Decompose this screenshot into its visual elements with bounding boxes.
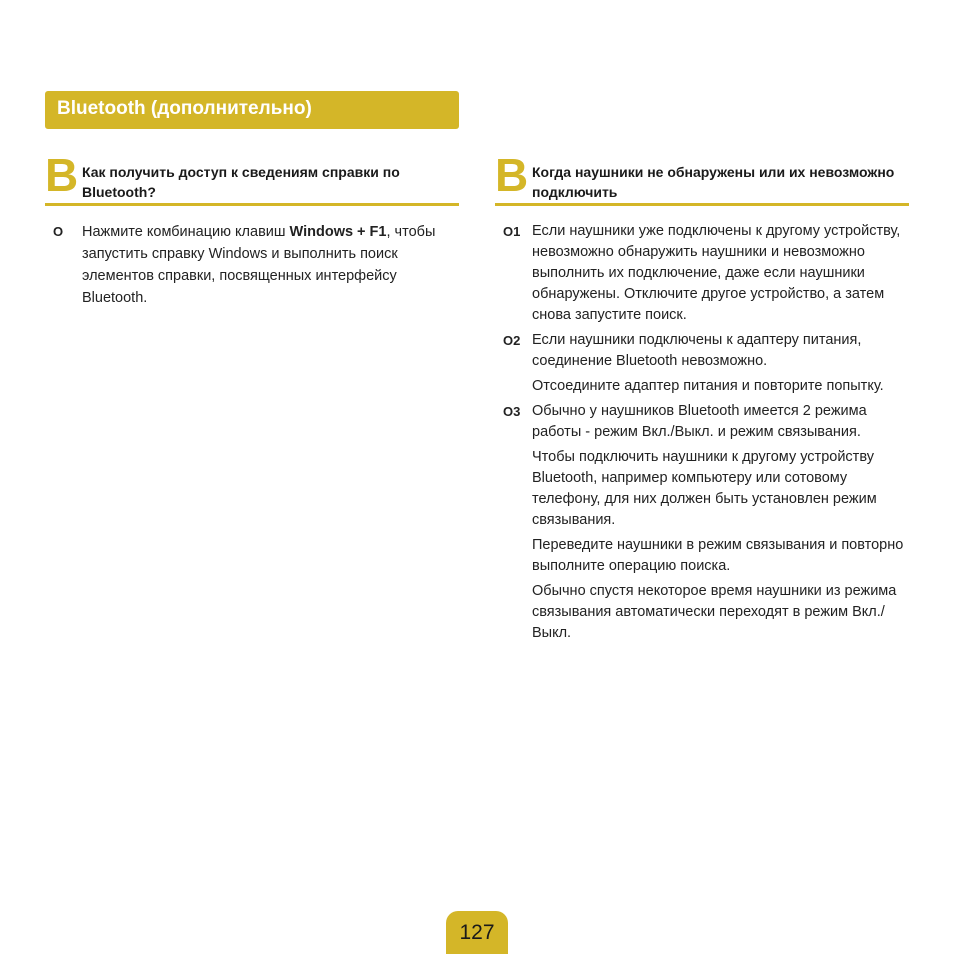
answer [45,221,459,309]
question-text: Как получить доступ к сведениям справки по Bluetooth? [82,164,400,200]
answer-label: O3 [503,404,521,419]
section-title: Bluetooth (дополнительно) [45,91,459,129]
answer-label: O1 [503,224,521,239]
answer-text-part: , чтобы запустить справку Windows и выполнить поиск элементов справки, посвященных интерфейсу Bluetooth. [82,224,436,306]
faq-right [495,149,909,648]
faq-left [45,149,459,313]
b-badge-icon: B [45,149,79,201]
answer-item [495,401,909,644]
answer-paragraph: Переведите наушники в режим связывания и повторно выполните операцию поиска. [532,537,904,574]
answer-paragraph: Обычно у наушников Bluetooth имеется 2 режима работы - режим Вкл./Выкл. и режим связывания. [532,403,867,440]
question-text: Когда наушники не обнаружены или их невозможно подключить [532,164,895,200]
answer-paragraph: Отсоедините адаптер питания и повторите попытку. [532,378,884,394]
answer-paragraph: Чтобы подключить наушники к другому устройству Bluetooth, например компьютеру или сотовому телефону, для них должен быть установлен режим связывания. [532,449,877,528]
answer-item [495,330,909,397]
question-header [45,149,459,206]
answer-paragraph: Если наушники подключены к адаптеру питания, соединение Bluetooth невозможно. [532,332,862,369]
answer-list [495,221,909,644]
question-header [495,149,909,206]
answer-text [82,221,459,309]
b-badge-icon: B [495,149,529,201]
keyboard-shortcut: Windows + F1 [289,224,387,240]
answer-paragraph: Если наушники уже подключены к другому устройству, невозможно обнаружить наушники и невозможно выполнить их подключение, даже если наушники обнаружены. Отключите другое устройство, а затем снова запустите поиск. [532,223,901,323]
answer-marker: O [53,224,64,239]
answer-paragraph: Обычно спустя некоторое время наушники из режима связывания автоматически переходят в режим Вкл./Выкл. [532,583,897,641]
answer-text-part: Нажмите комбинацию клавиш [82,224,290,240]
page-number: 127 [446,911,508,954]
answer-item [495,221,909,326]
answer-label: O2 [503,333,521,348]
